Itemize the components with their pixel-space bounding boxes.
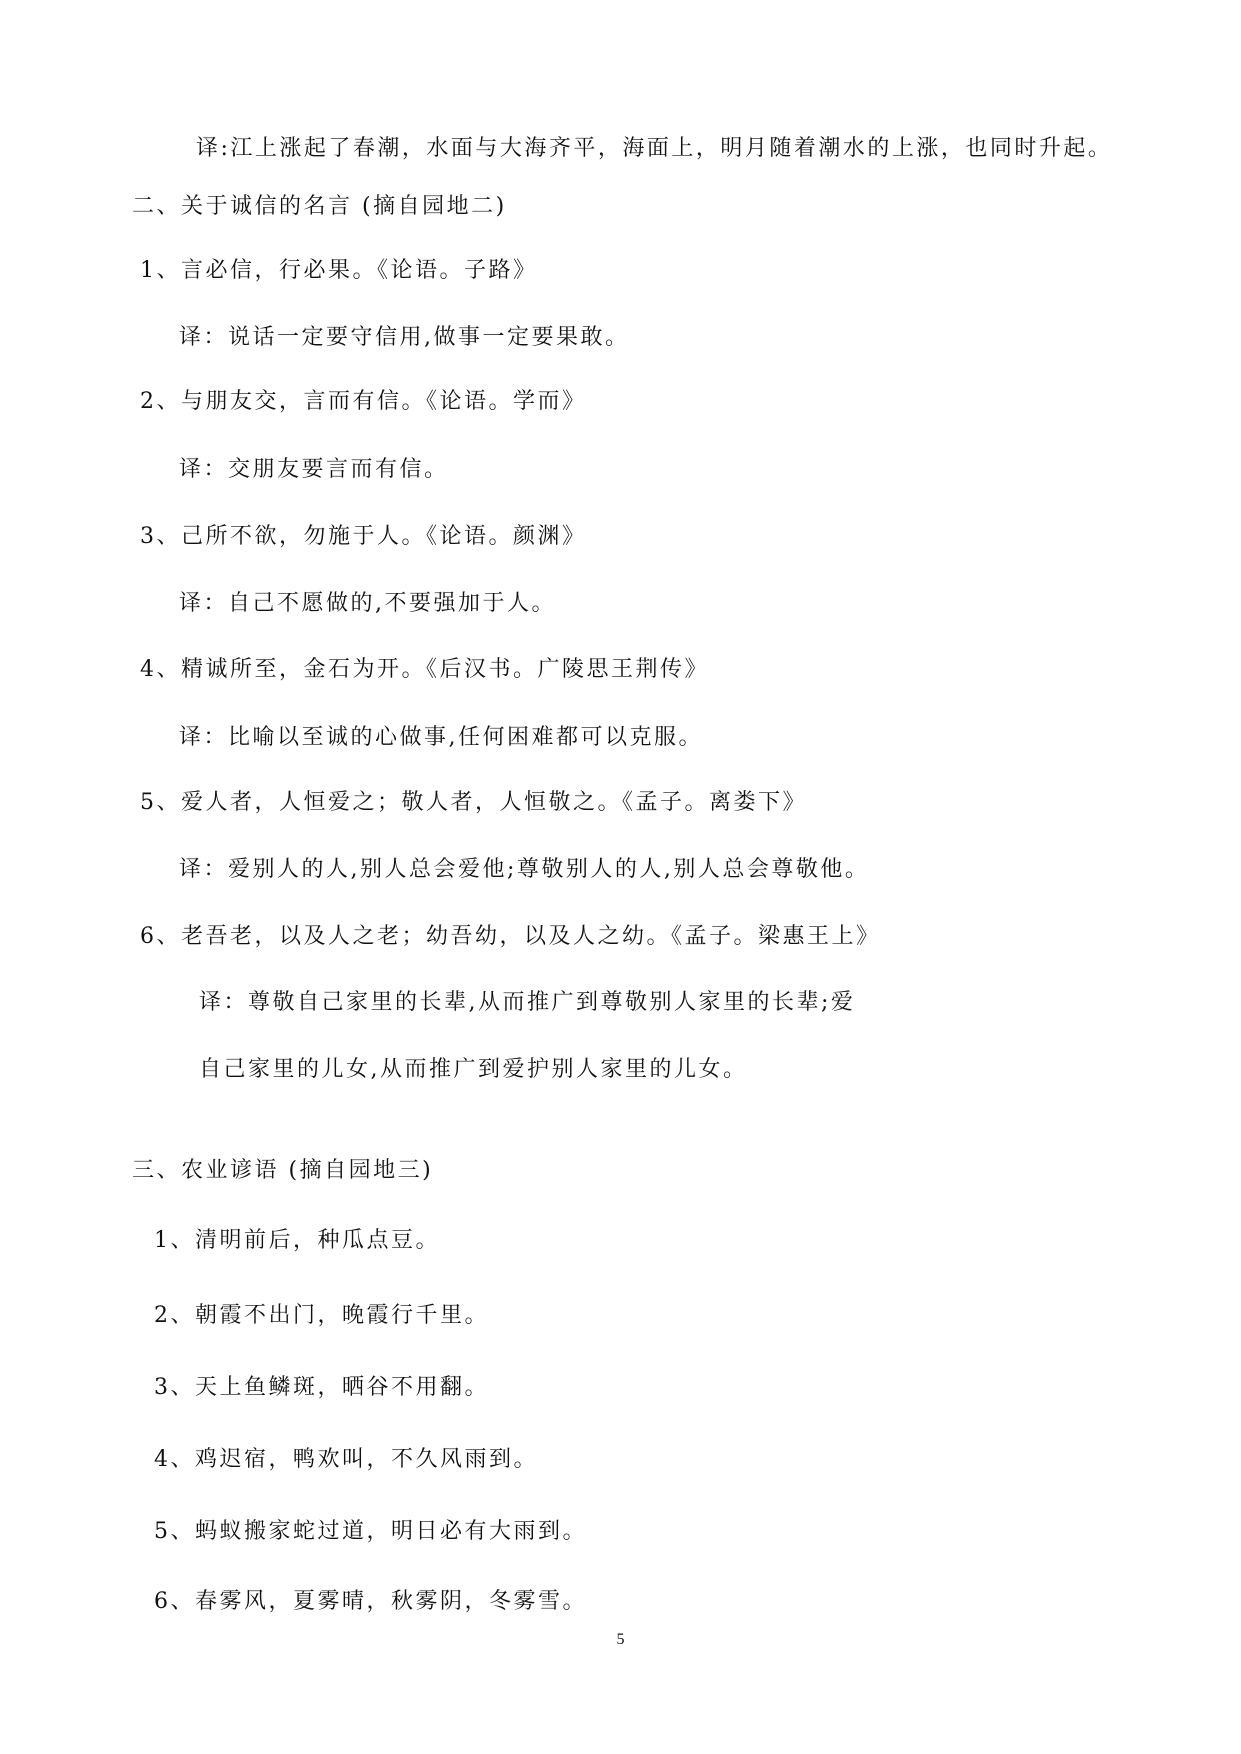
quote-translation: 译：爱别人的人,别人总会爱他;尊敬别人的人,别人总会尊敬他。 <box>179 857 870 882</box>
quote-translation: 译：自己不愿做的,不要强加于人。 <box>179 591 556 616</box>
quote-translation: 译：尊敬自己家里的长辈,从而推广到尊敬别人家里的长辈;爱 <box>199 990 856 1015</box>
quote-item: 1、言必信，行必果。《论语。子路》 <box>140 258 538 283</box>
section-heading: 二、关于诚信的名言 (摘自园地二) <box>132 194 507 219</box>
quote-item: 6、老吾老，以及人之老；幼吾幼，以及人之幼。《孟子。梁惠王上》 <box>140 924 881 949</box>
proverb-item: 5、蚂蚁搬家蛇过道，明日必有大雨到。 <box>154 1519 587 1544</box>
proverb-item: 4、鸡迟宿，鸭欢叫，不久风雨到。 <box>154 1447 538 1472</box>
quote-translation: 译：比喻以至诚的心做事,任何困难都可以克服。 <box>179 725 703 750</box>
proverb-item: 2、朝霞不出门，晚霞行千里。 <box>154 1303 489 1328</box>
section-heading: 三、农业谚语 (摘自园地三) <box>132 1158 434 1183</box>
intro-translation: 译:江上涨起了春潮，水面与大海齐平，海面上，明月随着潮水的上涨，也同时升起。 <box>196 136 1113 161</box>
quote-translation: 译：交朋友要言而有信。 <box>179 457 449 482</box>
quote-translation: 译：说话一定要守信用,做事一定要果敢。 <box>179 325 630 350</box>
proverb-item: 1、清明前后，种瓜点豆。 <box>154 1228 440 1253</box>
quote-translation-continued: 自己家里的儿女,从而推广到爱护别人家里的儿女。 <box>199 1057 748 1082</box>
proverb-item: 3、天上鱼鳞斑，晒谷不用翻。 <box>154 1375 489 1400</box>
page-number: 5 <box>616 1631 625 1648</box>
quote-item: 5、爱人者，人恒爱之；敬人者，人恒敬之。《孟子。离娄下》 <box>140 790 807 815</box>
quote-item: 3、己所不欲，勿施于人。《论语。颜渊》 <box>140 524 587 549</box>
quote-item: 4、精诚所至，金石为开。《后汉书。广陵思王荆传》 <box>140 657 709 682</box>
quote-item: 2、与朋友交，言而有信。《论语。学而》 <box>140 389 587 414</box>
proverb-item: 6、春雾风，夏雾晴，秋雾阴，冬雾雪。 <box>154 1589 587 1614</box>
